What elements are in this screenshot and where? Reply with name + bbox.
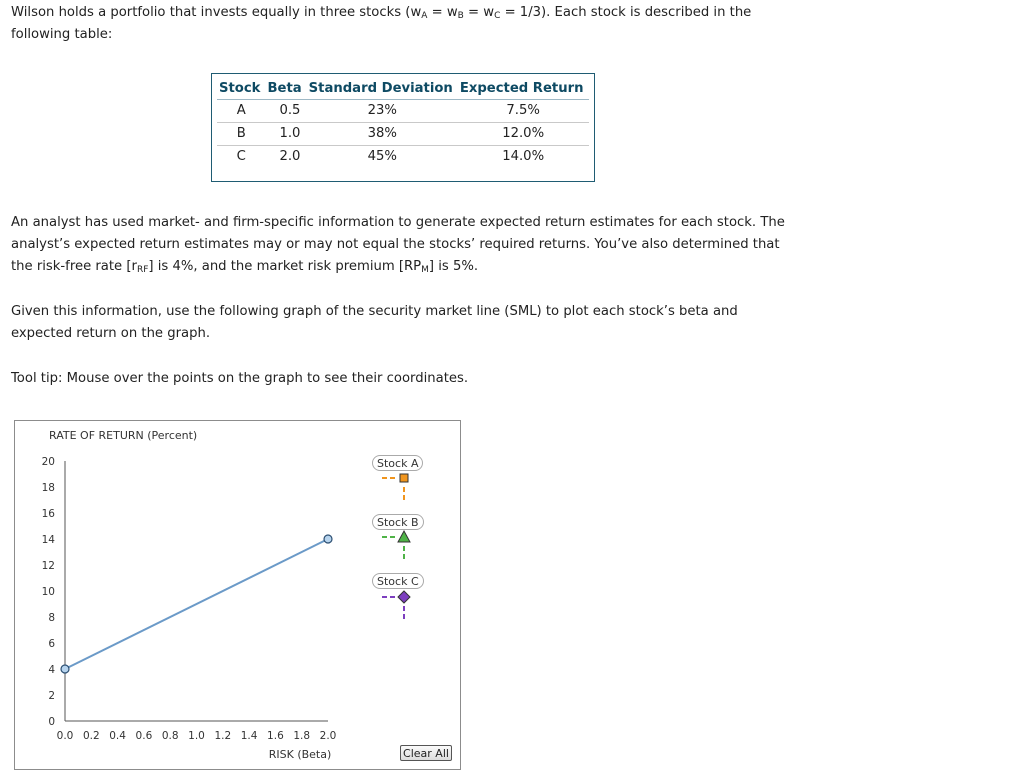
sml-line xyxy=(65,539,328,669)
header-expected-return: Expected Return xyxy=(458,79,589,100)
analyst-text: ] is 4%, and the market risk premium [RP xyxy=(148,259,422,274)
weight-b-subscript: B xyxy=(457,11,464,21)
intro-text: Wilson holds a portfolio that invests equally in three stocks (w xyxy=(11,5,422,20)
analyst-text: An analyst has used market- and firm-specific information to generate expected return estimates for each stock. The xyxy=(11,215,785,230)
y-axis-title: RATE OF RETURN (Percent) xyxy=(49,429,198,442)
y-tick-label: 4 xyxy=(48,664,55,676)
y-tick-label: 0 xyxy=(48,716,55,728)
cell-std-dev: 45% xyxy=(367,149,397,164)
header-beta: Beta xyxy=(265,79,306,100)
analyst-text: ] is 5%. xyxy=(428,259,479,274)
x-tick-label: 0.2 xyxy=(82,730,100,742)
header-stock: Stock xyxy=(217,79,265,100)
legend-stock-a-label[interactable]: Stock A xyxy=(372,455,423,471)
y-tick-label: 10 xyxy=(41,586,55,598)
analyst-paragraph xyxy=(11,212,785,278)
x-tick-label: 0.4 xyxy=(109,730,126,742)
cell-expected-return: 12.0% xyxy=(458,123,589,146)
intro-text: = w xyxy=(463,5,495,20)
instruction-text: expected return on the graph. xyxy=(11,326,211,341)
y-tick-label: 18 xyxy=(41,482,55,494)
stock-a-square-icon[interactable] xyxy=(400,474,408,482)
x-tick-label: 0.8 xyxy=(161,730,179,742)
cell-beta: 1.0 xyxy=(265,123,306,146)
intro-text: following table: xyxy=(11,27,113,42)
y-tick-label: 14 xyxy=(41,534,55,546)
sml-endpoint[interactable] xyxy=(61,665,69,673)
x-tick-label: 1.4 xyxy=(240,730,258,742)
cell-expected-return: 7.5% xyxy=(458,100,589,123)
y-axis-ticks xyxy=(42,456,56,728)
x-tick-label: 2.0 xyxy=(319,730,337,742)
market-subscript: M xyxy=(421,265,429,275)
x-tick-label: 0.0 xyxy=(56,730,74,742)
cell-std-dev: 38% xyxy=(307,123,458,146)
x-tick-label: 1.8 xyxy=(293,730,311,742)
legend-markers[interactable] xyxy=(382,474,410,619)
header-std-dev: Standard Deviation xyxy=(307,79,458,100)
instruction-paragraph xyxy=(11,301,738,345)
legend-stock-c-label[interactable]: Stock C xyxy=(372,573,424,589)
x-axis-title: RISK (Beta) xyxy=(268,748,332,761)
intro-paragraph xyxy=(11,2,751,46)
sml-graph[interactable] xyxy=(14,420,461,770)
sml-graph-svg[interactable] xyxy=(15,421,460,769)
cell-expected-return: 14.0% xyxy=(502,149,545,164)
tooltip-hint: Tool tip: Mouse over the points on the graph to see their coordinates. xyxy=(11,371,469,386)
clear-all-button[interactable]: Clear All xyxy=(400,745,452,761)
sml-line-group xyxy=(61,535,332,673)
x-axis-ticks xyxy=(57,730,337,742)
cell-std-dev: 23% xyxy=(307,100,458,123)
table-row xyxy=(217,146,589,169)
weight-a-subscript: A xyxy=(421,11,428,21)
x-tick-label: 1.6 xyxy=(267,730,284,742)
y-tick-label: 12 xyxy=(41,560,55,572)
instruction-text: Given this information, use the following graph of the security market line (SML) to plot each stock’s beta and xyxy=(11,304,738,319)
legend-stock-b-label[interactable]: Stock B xyxy=(372,514,424,530)
cell-stock: C xyxy=(236,149,246,164)
stock-b-triangle-icon[interactable] xyxy=(398,531,410,542)
y-tick-label: 2 xyxy=(48,690,55,702)
stock-c-diamond-icon[interactable] xyxy=(398,591,410,603)
stock-table xyxy=(217,79,589,168)
cell-stock: A xyxy=(217,100,265,123)
table-header-row xyxy=(217,79,589,100)
intro-text: = 1/3). Each stock is described in the xyxy=(500,5,752,20)
x-tick-label: 1.0 xyxy=(188,730,205,742)
y-tick-label: 16 xyxy=(41,508,55,520)
cell-stock: B xyxy=(217,123,265,146)
table-row xyxy=(217,123,589,146)
analyst-text: the risk-free rate [r xyxy=(11,259,137,274)
table-row xyxy=(217,100,589,123)
analyst-text: analyst’s expected return estimates may or may not equal the stocks’ required returns. You’ve also determined that xyxy=(11,237,780,252)
sml-endpoint[interactable] xyxy=(324,535,332,543)
x-tick-label: 1.2 xyxy=(214,730,232,742)
weight-c-subscript: C xyxy=(494,11,501,21)
x-tick-label: 0.6 xyxy=(135,730,153,742)
risk-free-subscript: RF xyxy=(136,265,149,275)
stock-table-frame xyxy=(211,73,595,182)
cell-beta: 2.0 xyxy=(279,149,301,164)
y-tick-label: 8 xyxy=(48,612,55,624)
cell-beta: 0.5 xyxy=(265,100,306,123)
y-tick-label: 6 xyxy=(48,638,55,650)
intro-text: = w xyxy=(427,5,458,20)
y-tick-label: 20 xyxy=(41,456,55,468)
